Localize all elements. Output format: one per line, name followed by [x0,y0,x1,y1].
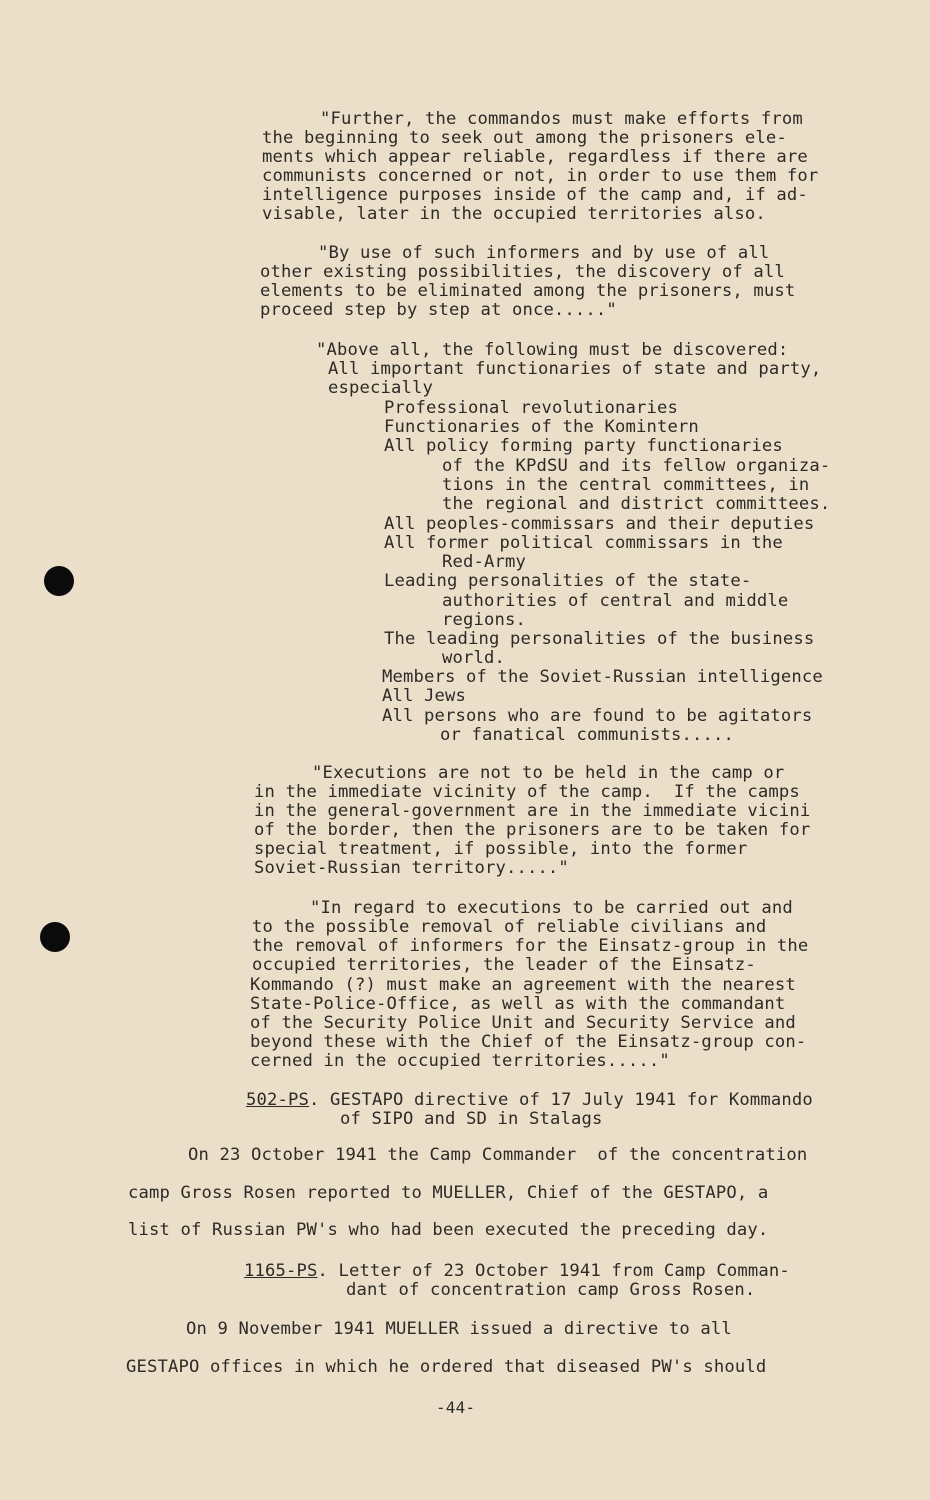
text-line: On 23 October 1941 the Camp Commander of the concentration [188,1145,808,1165]
citation-line [244,1262,790,1281]
punch-hole-bottom [40,922,70,952]
text-line: "In regard to executions to be carried out and [310,898,793,918]
text-line: State-Police-Office, as well as with the commandant [250,994,786,1014]
list-item: All peoples-commissars and their deputies [384,514,815,534]
punch-hole-top [44,566,74,596]
page-number: -44- [436,1398,476,1417]
text-line: occupied territories, the leader of the Einsatz- [252,955,756,975]
citation-line [246,1091,813,1110]
text-line: "Executions are not to be held in the camp or [312,763,785,783]
text-line: camp Gross Rosen reported to MUELLER, Chief of the GESTAPO, a [128,1183,769,1203]
citation-text: . Letter of 23 October 1941 from Camp Comman- [317,1261,790,1281]
citation-line: of SIPO and SD in Stalags [340,1109,603,1129]
text-line: the removal of informers for the Einsatz-group in the [252,936,809,956]
text-line: in the general-government are in the immediate vicini [254,801,811,821]
list-item: of the KPdSU and its fellow organiza- [442,456,831,476]
text-line: to the possible removal of reliable civilians and [252,917,767,937]
document-reference-id: 502-PS [246,1090,309,1110]
text-line: "By use of such informers and by use of all [318,243,770,263]
text-line: of the Security Police Unit and Security Service and [250,1013,796,1033]
text-line: GESTAPO offices in which he ordered that diseased PW's should [126,1357,767,1377]
list-item: Members of the Soviet-Russian intelligence [382,667,823,687]
list-item: Professional revolutionaries [384,398,678,418]
list-item: All persons who are found to be agitators [382,706,813,726]
text-line: beyond these with the Chief of the Einsatz-group con- [250,1032,807,1052]
citation-text: . GESTAPO directive of 17 July 1941 for Kommando [309,1090,813,1110]
document-reference-id: 1165-PS [244,1261,318,1281]
text-line: other existing possibilities, the discovery of all [260,262,785,282]
text-line: the beginning to seek out among the prisoners ele- [262,128,787,148]
text-line: "Above all, the following must be discovered: [316,340,789,360]
list-item: regions. [442,610,526,630]
text-line: On 9 November 1941 MUELLER issued a directive to all [186,1319,732,1339]
text-line: in the immediate vicinity of the camp. If the camps [254,782,800,802]
list-item: All Jews [382,686,466,706]
text-line: Kommando (?) must make an agreement with the nearest [250,975,796,995]
list-item: authorities of central and middle [442,591,789,611]
text-line: visable, later in the occupied territories also. [262,204,766,224]
list-item: tions in the central committees, in [442,475,810,495]
list-item: All policy forming party functionaries [384,436,783,456]
list-item: Functionaries of the Komintern [384,417,699,437]
text-line: intelligence purposes inside of the camp and, if ad- [262,185,808,205]
text-line: of the border, then the prisoners are to be taken for [254,820,811,840]
list-item: Leading personalities of the state- [384,571,752,591]
text-line: Soviet-Russian territory....." [254,858,569,878]
text-line: especially [328,378,433,398]
text-line: elements to be eliminated among the prisoners, must [260,281,796,301]
citation-line: dant of concentration camp Gross Rosen. [346,1280,756,1300]
text-line: list of Russian PW's who had been executed the preceding day. [128,1220,769,1240]
list-item: Red-Army [442,552,526,572]
list-item: All former political commissars in the [384,533,783,553]
list-item: the regional and district committees. [442,494,831,514]
text-line: "Further, the commandos must make efforts from [320,109,803,129]
list-item: or fanatical communists..... [440,725,734,745]
text-line: All important functionaries of state and party, [328,359,822,379]
list-item: world. [442,648,505,668]
text-line: ments which appear reliable, regardless if there are [262,147,808,167]
text-line: special treatment, if possible, into the former [254,839,748,859]
text-line: cerned in the occupied territories....." [250,1051,670,1071]
list-item: The leading personalities of the business [384,629,815,649]
text-line: proceed step by step at once....." [260,300,617,320]
text-line: communists concerned or not, in order to use them for [262,166,819,186]
